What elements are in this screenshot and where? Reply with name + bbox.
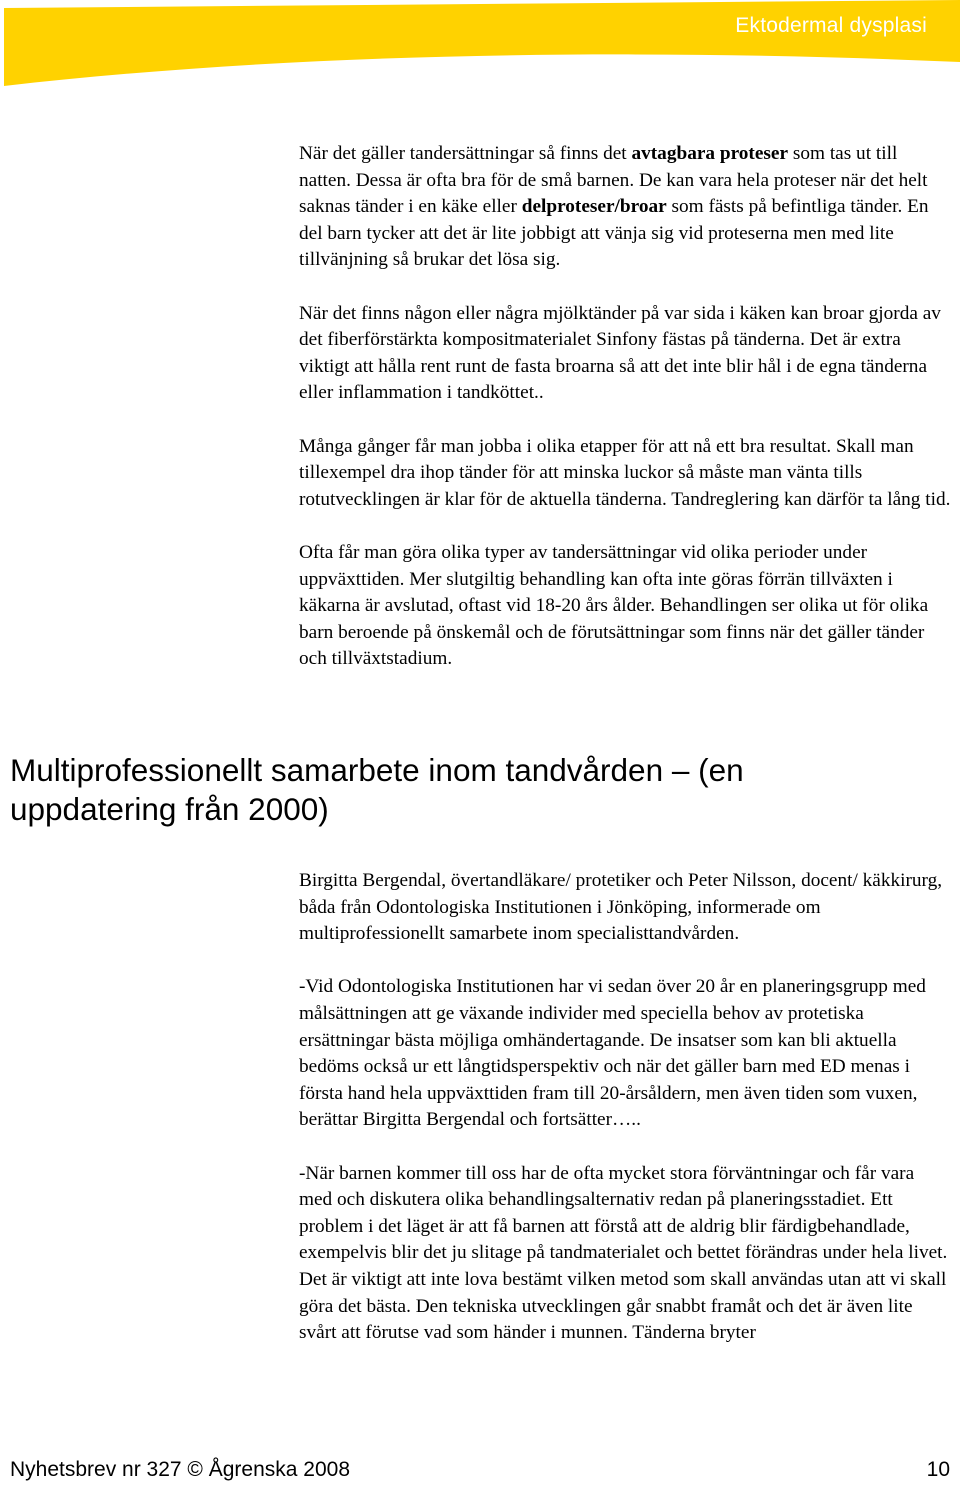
paragraph-text: som tas ut till natten. Dessa är ofta bra för de små barnen. De kan vara hela proteser när det helt saknas tänder i en käke eller [299,143,928,218]
bold-term-removable-dentures: avtagbara proteser [631,143,789,164]
paragraph-growth-periods: Ofta får man göra olika typer av tandersättningar vid olika perioder under uppväxttiden. Mer slutgiltig behandling kan ofta inte göras förrän tillväxten i käkarna är avslutad, oftast vid 18-20 års ålder. Behandlingen ser olika ut för olika barn beroende på önskemål och de förutsättningar som finns när det gäller tänder och tillväxtstadium. [299,541,929,670]
footer-page-number: 10 [926,1458,950,1481]
bold-term-partial-dentures: delproteser/broar [521,196,667,218]
paragraph-removable-dentures [299,141,951,274]
section-heading-line2: uppdatering från 2000) [10,791,329,827]
top-text-column [299,141,951,673]
bottom-text-column [299,868,951,1347]
paragraph-expectations: -När barnen kommer till oss har de ofta mycket stora förväntningar och får vara med och diskutera olika behandlingsalternativ redan på planeringsstadiet. Ett problem i det läget är att få barnen att förstå att de aldrig blir färdigbehandlade, exempelvis blir det ju slitage på tandmaterialet och bettet förändras under hela livet. Det är viktigt att inte lova bestämt vilken metod som skall användas utan att vi skall göra det bästa. Den tekniska utvecklingen går snabbt framåt och det är även lite svårt att förutse vad som händer i munnen. Tänderna bryter [299,1162,948,1344]
paragraph-stages: Många gånger får man jobba i olika etapper för att nå ett bra resultat. Skall man tillexempel dra ihop tänder för att minska luckor så måste man vänta tills rotutvecklingen är klar för de aktuella tänderna. Tandreglering kan därför ta lång tid. [299,435,951,510]
header-title: Ektodermal dysplasi [735,14,927,37]
paragraph-planning-group: -Vid Odontologiska Institutionen har vi sedan över 20 år en planeringsgrupp med målsättningen att ge växande individer med speciella behov av protetiska ersättningar bästa möjliga omhändertagande. De insatser som kan bli aktuella bedöms också ur ett långtidsperspektiv och när det gäller barn med ED menas i första hand hela uppväxttiden fram till 20-årsåldern, men även tiden som vuxen, berättar Birgitta Bergendal och fortsätter….. [299,976,926,1131]
paragraph-text: som fästs på befintliga tänder. En del barn tycker att det är lite jobbigt att vänja sig vid proteserna men med lite tillvänjning så brukar det lösa sig. [299,196,929,271]
header-band [0,0,960,95]
paragraph-text: När det gäller tandersättningar så finns det [299,143,632,164]
paragraph-bridges: När det finns någon eller några mjölktänder på var sida i käken kan broar gjorda av det fiberförstärkta kompositmaterialet Sinfony fästas på tänderna. Det är extra viktigt att hålla rent runt de fasta broarna så att det inte blir hål i de egna tänderna eller inflammation i tandköttet.. [299,302,941,404]
section-heading-line1: Multiprofessionellt samarbete inom tandvården – (en [10,752,744,788]
footer-newsletter-info: Nyhetsbrev nr 327 © Ågrenska 2008 [10,1458,350,1481]
section-heading [10,751,910,829]
paragraph-presenters: Birgitta Bergendal, övertandläkare/ protetiker och Peter Nilsson, docent/ käkkirurg, båda från Odontologiska Institutionen i Jönköping, informerade om multiprofessionellt samarbete inom specialisttandvården. [299,870,943,945]
